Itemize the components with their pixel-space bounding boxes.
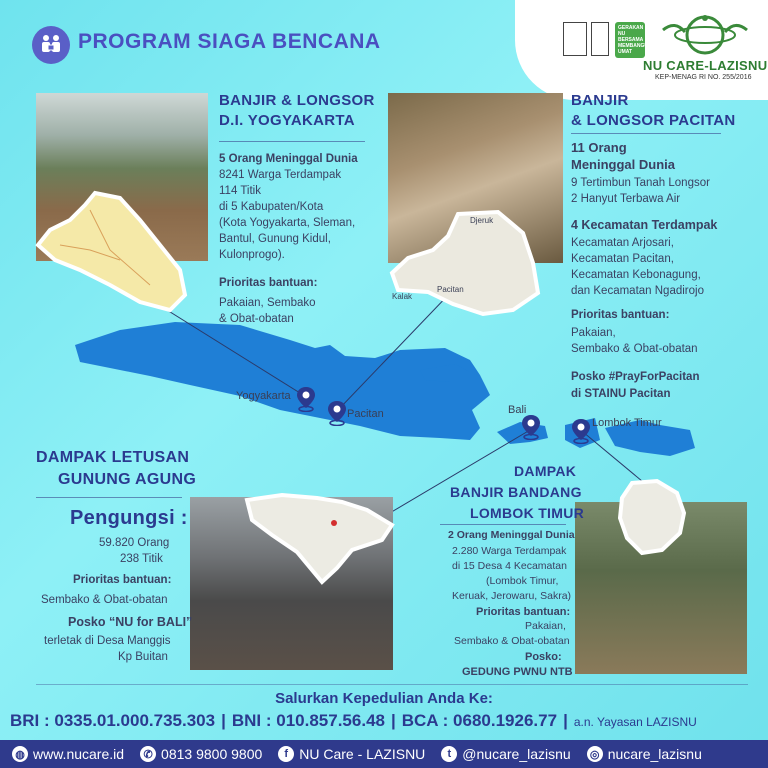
lombok-prio-label: Prioritas bantuan: — [476, 606, 571, 618]
inset-label-djeruk: Djeruk — [470, 216, 494, 225]
agung-prio-label: Prioritas bantuan: — [73, 574, 172, 586]
twitter-icon: t — [441, 746, 457, 762]
whatsapp-number[interactable]: 0813 9800 9800 — [161, 746, 263, 762]
map-pin-icon — [521, 414, 541, 445]
lombok-title-2: BANJIR BANDANG — [450, 484, 582, 500]
map-pin-icon — [296, 386, 316, 417]
donation-heading: Salurkan Kepedulian Anda Ke: — [275, 690, 493, 707]
pacitan-line: 2 Hanyut Terbawa Air — [571, 193, 681, 205]
yogya-line: 114 Titik — [219, 185, 261, 197]
yogya-title-2: D.I. YOGYAKARTA — [219, 112, 355, 129]
agung-posko: Posko “NU for BALI” — [68, 615, 193, 629]
pacitan-kec-line: Kecamatan Pacitan, — [571, 253, 674, 265]
lombok-lead: 2 Orang Meninggal Dunia — [448, 529, 575, 541]
org-name: NU CARE-LAZISNU — [643, 58, 768, 73]
separator: | — [221, 711, 226, 730]
bca-account: BCA : 0680.1926.77 — [401, 711, 558, 730]
yogya-lead: 5 Orang Meninggal Dunia — [219, 153, 358, 165]
pacitan-line: 9 Tertimbun Tanah Longsor — [571, 177, 710, 189]
facebook-icon: f — [278, 746, 294, 762]
agung-prio-line: Sembako & Obat-obatan — [41, 594, 168, 606]
pacitan-posko-1: Posko #PrayForPacitan — [571, 371, 700, 383]
yogya-prio-line: Pakaian, Sembako — [219, 297, 316, 309]
divider — [571, 133, 721, 134]
footer-web[interactable] — [12, 746, 124, 762]
pacitan-kec-line: Kecamatan Kebonagung, — [571, 269, 701, 281]
yogyakarta-map-inset — [30, 190, 190, 315]
pacitan-prio-label: Prioritas bantuan: — [571, 309, 670, 321]
lombok-line: Keruak, Jerowaru, Sakra) — [452, 590, 572, 602]
footer-facebook[interactable] — [278, 746, 425, 762]
pacitan-lead-2: Meninggal Dunia — [571, 157, 675, 172]
map-label-yogyakarta: Yogyakarta — [236, 390, 291, 402]
divider — [219, 141, 365, 142]
yogya-line: (Kota Yogyakarta, Sleman, — [219, 217, 356, 229]
inset-label-pacitan: Pacitan — [437, 285, 464, 294]
pacitan-kec-label: 4 Kecamatan Terdampak — [571, 218, 718, 232]
lombok-posko-label: Posko: — [525, 651, 562, 663]
separator: | — [390, 711, 396, 730]
bali-map-inset — [242, 490, 397, 585]
pacitan-prio-line: Pakaian, — [571, 327, 616, 339]
lombok-posko-name: GEDUNG PWNU NTB — [462, 666, 573, 678]
agung-posko-line: terletak di Desa Manggis — [44, 635, 171, 647]
agung-title-2: GUNUNG AGUNG — [58, 471, 197, 488]
pacitan-map-inset — [388, 208, 548, 320]
agung-line: 59.820 Orang — [99, 537, 170, 549]
divider — [36, 497, 182, 498]
instagram-link[interactable]: nucare_lazisnu — [607, 746, 702, 762]
whatsapp-icon: ✆ — [140, 746, 156, 762]
map-pin-icon — [571, 418, 591, 449]
facebook-link[interactable]: NU Care - LAZISNU — [299, 746, 426, 762]
bri-account: BRI : 0335.01.000.735.303 — [10, 711, 216, 730]
pacitan-posko-2: di STAINU Pacitan — [571, 388, 671, 400]
org-registration: KEP-MENAG RI NO. 255/2016 — [655, 74, 752, 81]
pacitan-title-2: & LONGSOR PACITAN — [571, 112, 736, 129]
lombok-title-3: LOMBOK TIMUR — [470, 505, 585, 521]
bni-account: BNI : 010.857.56.48 — [231, 711, 385, 730]
agung-posko-line: Kp Buitan — [118, 651, 168, 663]
footer-instagram[interactable] — [587, 746, 702, 762]
inset-label-kalak: Kalak — [392, 292, 413, 301]
page-title: PROGRAM SIAGA BENCANA — [78, 30, 381, 53]
account-holder: a.n. Yayasan LAZISNU — [573, 715, 697, 729]
agung-line: 238 Titik — [120, 553, 163, 565]
bank-accounts — [10, 711, 768, 731]
yogya-title-1: BANJIR & LONGSOR — [219, 92, 375, 109]
pacitan-kec-line: dan Kecamatan Ngadirojo — [571, 285, 704, 297]
agung-pengungsi: Pengungsi : — [70, 507, 188, 529]
yogya-prio-label: Prioritas bantuan: — [219, 277, 318, 289]
pacitan-title-1: BANJIR — [571, 92, 629, 109]
footer-twitter[interactable] — [441, 746, 570, 762]
lombok-prio-line: Sembako & Obat-obatan — [454, 635, 570, 647]
web-link[interactable]: www.nucare.id — [33, 746, 125, 762]
lombok-title-1: DAMPAK — [514, 463, 577, 479]
separator: | — [563, 711, 568, 730]
pacitan-lead-1: 11 Orang — [571, 140, 627, 155]
yogya-line: 8241 Warga Terdampak — [219, 169, 342, 181]
pacitan-kec-line: Kecamatan Arjosari, — [571, 237, 674, 249]
footer-bar — [0, 740, 768, 768]
lombok-line: (Lombok Timur, — [486, 575, 559, 587]
yogya-line: di 5 Kabupaten/Kota — [219, 201, 324, 213]
yogya-line: Kulonprogo). — [219, 249, 285, 261]
map-label-lombok: Lombok Timur — [592, 417, 662, 429]
lombok-line: 2.280 Warga Terdampak — [452, 545, 567, 557]
map-label-pacitan: Pacitan — [347, 408, 384, 420]
divider — [36, 684, 748, 685]
globe-icon: ◍ — [12, 746, 28, 762]
lombok-line: di 15 Desa 4 Kecamatan — [452, 560, 567, 572]
lombok-prio-line: Pakaian, — [525, 620, 566, 632]
agung-title-1: DAMPAK LETUSAN — [36, 449, 190, 466]
yogya-line: Bantul, Gunung Kidul, — [219, 233, 331, 245]
map-pin-icon — [327, 400, 347, 431]
yogya-prio-line: & Obat-obatan — [219, 313, 294, 325]
instagram-icon: ◎ — [587, 746, 603, 762]
twitter-link[interactable]: @nucare_lazisnu — [462, 746, 571, 762]
pacitan-prio-line: Sembako & Obat-obatan — [571, 343, 698, 355]
gerakan-badge: GERAKAN NU BERSAMA MEMBANGUN UMAT — [615, 22, 645, 58]
java-island — [75, 322, 490, 440]
map-label-bali: Bali — [508, 404, 527, 416]
footer-whatsapp[interactable] — [140, 746, 262, 762]
lombok-map-inset — [612, 478, 692, 558]
divider — [440, 524, 566, 525]
